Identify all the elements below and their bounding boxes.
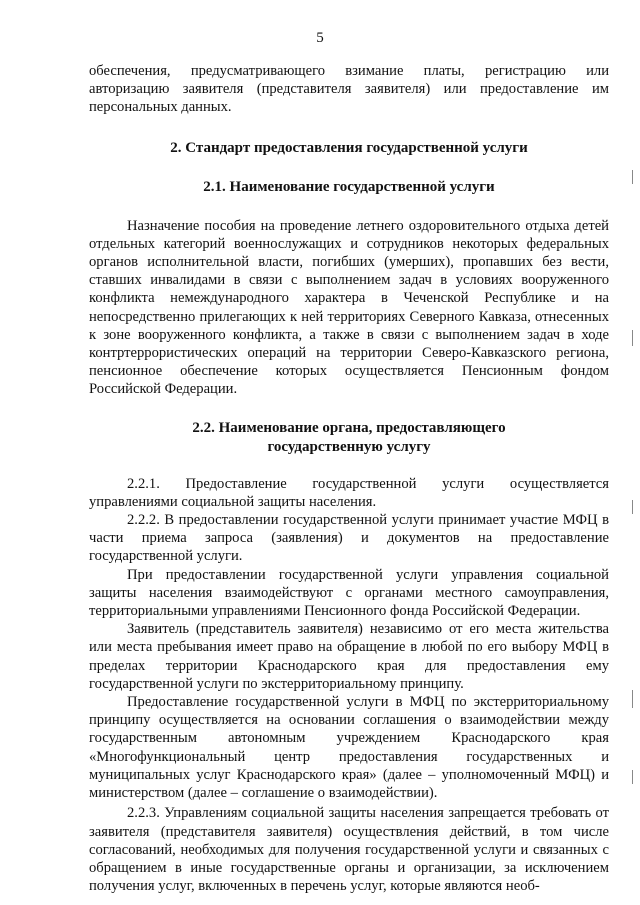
scan-margin-mark xyxy=(632,690,633,708)
section-2-2-heading xyxy=(89,419,609,457)
scan-margin-mark xyxy=(632,500,633,514)
section-2-heading: 2. Стандарт предоставления государственной услуги xyxy=(170,139,528,156)
page-number: 5 xyxy=(316,30,324,46)
scan-margin-mark xyxy=(632,770,633,784)
intro-paragraph: обеспечения, предусматривающего взимание платы, регистрацию или авторизацию заявителя (представителя заявителя) или предоставление им персональных данных. xyxy=(89,63,609,116)
scan-margin-mark xyxy=(632,330,633,346)
paragraph-interaction: При предоставлении государственной услуги управления социальной защиты населения взаимодействуют с органами местного самоуправления, территориальными управлениями Пенсионного фонда Российской Федерации. xyxy=(89,566,609,620)
section-2-2-heading-line1: 2.2. Наименование органа, предоставляющего xyxy=(192,419,506,436)
paragraph-2-2-3: 2.2.3. Управлениям социальной защиты населения запрещается требовать от заявителя (представителя заявителя) осуществления действий, в том числе согласований, необходимых для получения государственной услуги и связанных с обращением в иные государственные органы и организации, за исключением получения услуг, включенных в перечень услуг, которые являются необ- xyxy=(89,805,609,895)
paragraph-extraterritorial: Предоставление государственной услуги в МФЦ по экстерриториальному принципу осуществляется на основании соглашения о взаимодействии между государственным автономным учреждением Краснодарского края «Многофункциональный центр предоставления государственных и муниципальных услуг Краснодарского края» (далее – уполномоченный МФЦ) и министерством (далее – соглашение о взаимодействии). xyxy=(89,694,609,802)
page-content xyxy=(89,62,609,895)
paragraph-2-2-2: 2.2.2. В предоставлении государственной услуги принимает участие МФЦ в части приема запроса (заявления) и документов на предоставление государственной услуги. xyxy=(89,512,609,565)
section-2-2-heading-line2: государственную услугу xyxy=(267,438,431,455)
section-2-1-paragraph: Назначение пособия на проведение летнего оздоровительного отдыха детей отдельных категорий военнослужащих и сотрудников некоторых федеральных органов исполнительной власти, погибших (умерших), пропавших без вести, ставших инвалидами в связи с выполнением задач в условиях вооруженного конфликта немеждународного характера в Чеченской Республике и на непосредственно прилегающих к ней территориях Северного Кавказа, отнесенных к зоне вооруженного конфликта, а также в связи с выполнением задач в ходе контртеррористических операций на территории Северо-Кавказского региона, пенсионное обеспечение которых осуществляется Пенсионным фондом Российской Федерации. xyxy=(89,217,609,398)
scan-margin-mark xyxy=(632,170,633,184)
paragraph-applicant-right: Заявитель (представитель заявителя) независимо от его места жительства или места пребывания имеет право на обращение в любой по его выбору МФЦ в пределах территории Краснодарского края для предоставления ему государственной услуги по экстерриториальному принципу. xyxy=(89,621,609,692)
paragraph-2-2-1: 2.2.1. Предоставление государственной услуги осуществляется управлениями социальной защиты населения. xyxy=(89,475,609,510)
section-2-1-heading: 2.1. Наименование государственной услуги xyxy=(203,178,495,195)
